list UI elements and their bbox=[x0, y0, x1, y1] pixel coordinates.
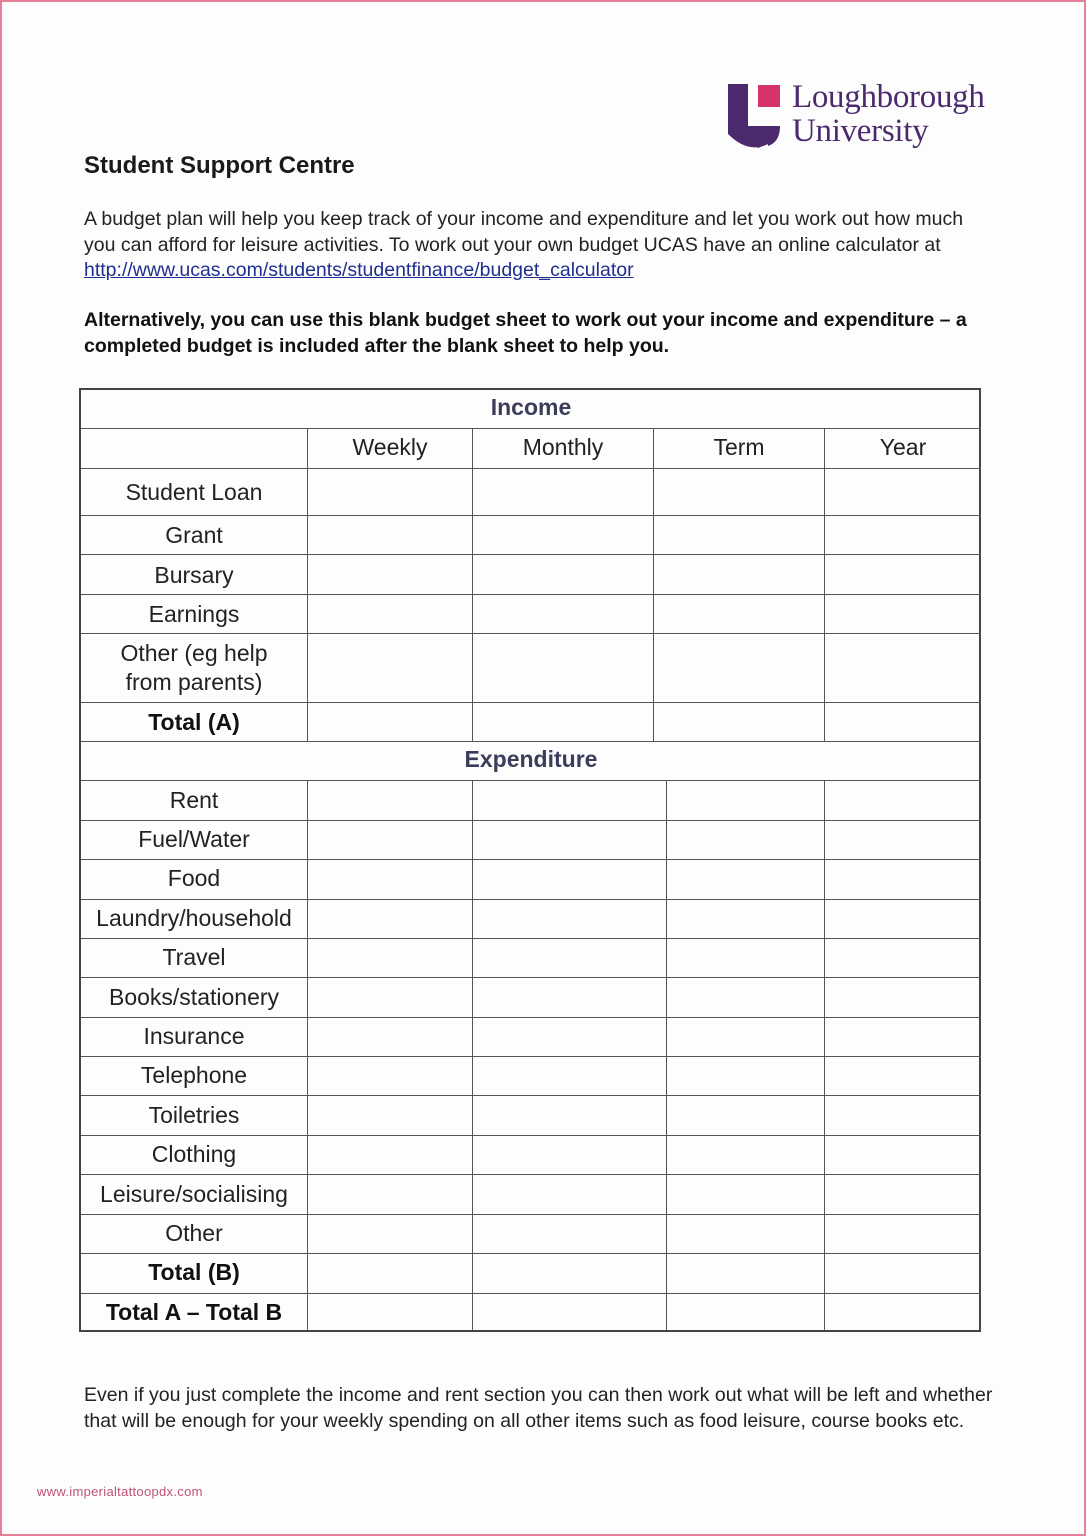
row-label-total-a-minus-b: Total A – Total B bbox=[105, 1299, 283, 1325]
intro-text: A budget plan will help you keep track of your income and expenditure and let you work out how much you can afford for leisure activities. To work out your own budget UCAS have an online calculator at bbox=[84, 208, 964, 256]
row-label-toiletries: Toiletries bbox=[148, 1102, 240, 1128]
expenditure-title: Expenditure bbox=[464, 746, 598, 772]
column-header-weekly: Weekly bbox=[352, 434, 428, 460]
intro-paragraph bbox=[84, 207, 984, 284]
alternative-note: Alternatively, you can use this blank budget sheet to work out your income and expenditure – a completed budget is included after the blank sheet to help you. bbox=[84, 309, 967, 357]
row-label-clothing: Clothing bbox=[151, 1141, 237, 1167]
row-label-leisure-socialising: Leisure/socialising bbox=[100, 1181, 288, 1207]
row-label-bursary: Bursary bbox=[154, 562, 234, 588]
row-label-laundry-household: Laundry/household bbox=[96, 905, 292, 931]
row-label-earnings: Earnings bbox=[148, 601, 240, 627]
budget-table bbox=[79, 388, 981, 1332]
logo-square bbox=[758, 85, 780, 107]
row-label-travel: Travel bbox=[162, 944, 226, 970]
row-label-books-stationery: Books/stationery bbox=[108, 984, 280, 1010]
university-name bbox=[792, 80, 985, 148]
row-label-food: Food bbox=[167, 865, 221, 891]
income-title: Income bbox=[490, 394, 572, 420]
row-label-other-income: Other (eg help from parents) bbox=[120, 640, 268, 695]
column-header-monthly: Monthly bbox=[522, 434, 604, 460]
row-label-student-loan: Student Loan bbox=[125, 479, 263, 505]
page-heading: Student Support Centre bbox=[84, 152, 355, 179]
row-label-grant: Grant bbox=[165, 522, 223, 548]
row-label-insurance: Insurance bbox=[143, 1023, 245, 1049]
row-label-telephone: Telephone bbox=[140, 1062, 248, 1088]
row-label-fuel-water: Fuel/Water bbox=[138, 826, 250, 852]
row-label-total-a: Total (A) bbox=[148, 709, 240, 735]
university-name-line1: Loughborough bbox=[792, 79, 985, 115]
row-label-rent: Rent bbox=[169, 787, 219, 813]
footer-note: Even if you just complete the income and rent section you can then work out what will be left and whether that will be enough for your weekly spending on all other items such as food leisure, course books etc. bbox=[84, 1384, 993, 1432]
row-label-total-b: Total (B) bbox=[148, 1259, 240, 1285]
column-header-year: Year bbox=[879, 434, 927, 460]
source-watermark: www.imperialtattoopdx.com bbox=[37, 1484, 203, 1499]
ucas-calculator-link[interactable]: http://www.ucas.com/students/studentfinance/budget_calculator bbox=[84, 259, 634, 281]
column-header-term: Term bbox=[713, 434, 765, 460]
row-label-other-expenditure: Other bbox=[165, 1220, 223, 1246]
university-name-line2: University bbox=[792, 113, 929, 149]
